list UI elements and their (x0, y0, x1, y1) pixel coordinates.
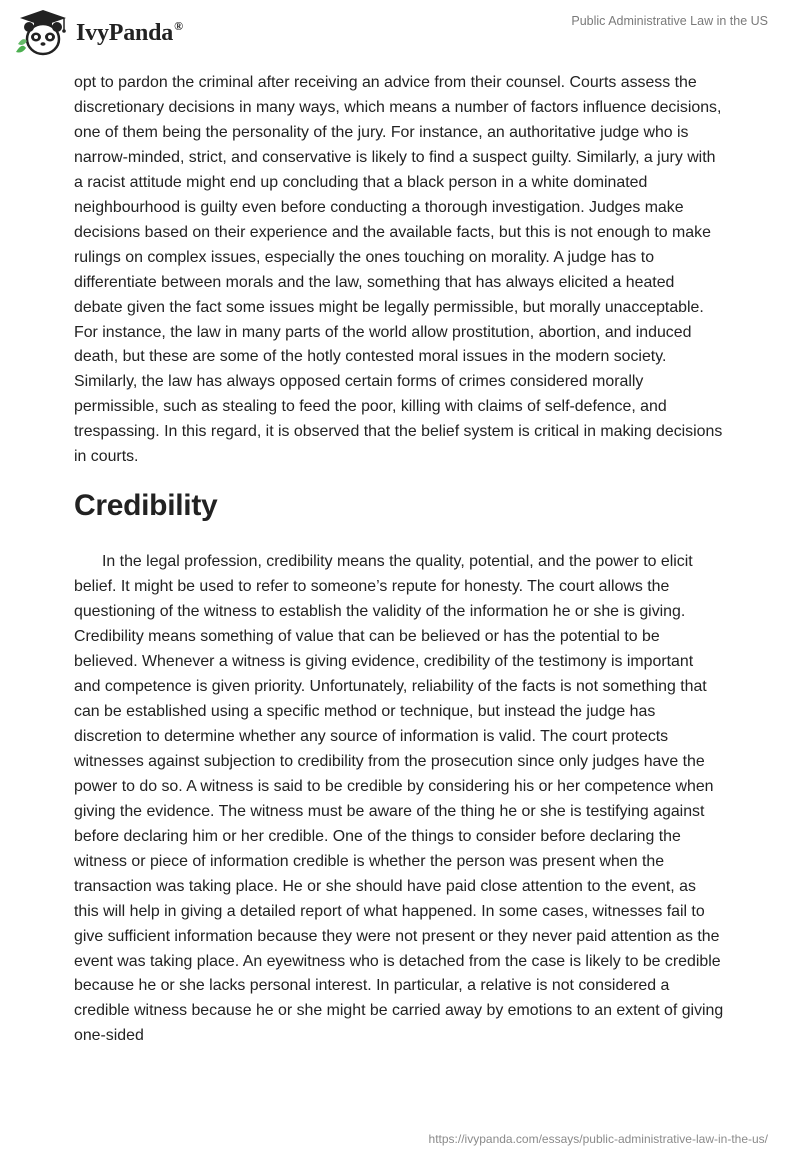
panda-graduate-icon (14, 8, 72, 58)
document-title: Public Administrative Law in the US (571, 14, 768, 28)
paragraph: opt to pardon the criminal after receiving an advice from their counsel. Courts assess the discretionary decisions in many ways, which means a number of factors influence decisions, one of them being the personality of the jury. For instance, an authoritative judge who is narrow-minded, strict, and conservative is likely to find a suspect guilty. Similarly, a jury with a racist attitude might end up concluding that a black person in a white dominated neighbourhood is guilty even before conducting a thorough investigation. Judges make decisions based on their experience and the available facts, but this is not enough to make rulings on complex issues, especially the ones touching on morality. A judge has to differentiate between morals and the law, something that has always elicited a heated debate given the fact some issues might be legally permissible, but morally unacceptable. For instance, the law in many parts of the world allow prostitution, abortion, and induced death, but these are some of the hotly contested moral issues in the modern society. Similarly, the law has always opposed certain forms of crimes considered morally permissible, such as stealing to feed the poor, killing with claims of self-defence, and trespassing. In this regard, it is observed that the belief system is critical in making decisions in courts. (74, 74, 723, 466)
footer-url[interactable]: https://ivypanda.com/essays/public-administrative-law-in-the-us/ (428, 1132, 768, 1146)
brand-logo[interactable] (14, 8, 183, 58)
page-header (0, 0, 800, 70)
section-heading: Credibility (74, 489, 218, 523)
essay-content (74, 71, 724, 1049)
paragraph: In the legal profession, credibility means the quality, potential, and the power to elicit belief. It might be used to refer to someone’s repute for honesty. The court allows the questioning of the witness to establish the validity of the information he or she is giving. Credibility means something of value that can be believed or has the potential to be believed. Whenever a witness is giving evidence, credibility of the testimony is important and competence is given priority. Unfortunately, reliability of the facts is not something that can be established using a specific method or technique, but instead the judge has discretion to determine whether any source of information is valid. The court protects witnesses against subjection to credibility from the prosecution since only judges have the power to do so. A witness is said to be credible by considering his or her competence when giving the evidence. The witness must be aware of the thing he or she is testifying against before declaring him or her credible. One of the things to consider before declaring the witness or piece of information credible is whether the person was present when the transaction was taking place. He or she should have paid close attention to the event, as this will help in giving a detailed report of what happened. In some cases, witnesses fail to give sufficient information because they were not present or they never paid attention as the event was taking place. An eyewitness who is detached from the case is likely to be credible because he or she lacks personal interest. In particular, a relative is not considered a credible witness because he or she might be carried away by emotions to an extent of giving one-sided (74, 553, 724, 1045)
brand-name: IvyPanda® (76, 19, 183, 46)
